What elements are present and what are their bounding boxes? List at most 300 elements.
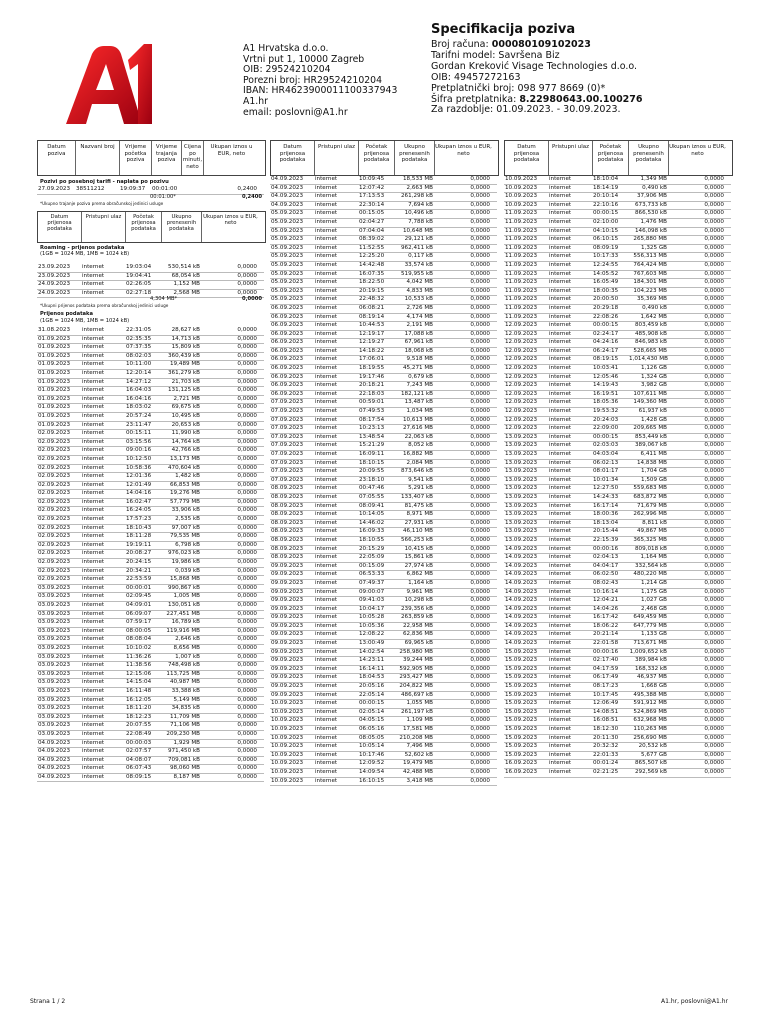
table-row (270, 417, 497, 426)
table-cell: internet (315, 691, 338, 698)
table-row (504, 391, 731, 400)
table-cell: 20:00:50 (593, 296, 619, 303)
table-cell: 07:49:53 (359, 408, 385, 415)
table-cell: 0,0000 (470, 579, 490, 586)
table-cell: internet (315, 674, 338, 681)
table-cell: 239,356 kB (401, 605, 433, 612)
table-cell: 13,173 MB (169, 455, 200, 462)
table-cell: 00:00:03 (126, 739, 152, 746)
table-cell: 0,0000 (704, 425, 724, 432)
table-row (37, 611, 264, 620)
table-cell: 0,0000 (470, 382, 490, 389)
table-cell: 02.09.2023 (38, 533, 71, 540)
special-tariff-title: Pozivi po posebnoj tarifi - naplata po pozivu (40, 179, 169, 185)
table-cell: 556,313 MB (633, 253, 667, 260)
table-cell: 262,996 MB (633, 511, 667, 518)
table-row (504, 253, 731, 262)
table-cell: 0,0000 (237, 352, 257, 359)
table-cell: 14,838 MB (636, 459, 667, 466)
table-cell: internet (549, 193, 572, 200)
table-cell: 01.09.2023 (38, 412, 71, 419)
table-cell: internet (315, 545, 338, 552)
table-cell: internet (549, 322, 572, 329)
table-cell: 12:15:06 (126, 670, 152, 677)
header1-col-4: Cijena po minuti, neto (182, 141, 204, 175)
table-cell: 1,152 MB (173, 281, 200, 288)
table-cell: 1,509 GB (641, 476, 667, 483)
table-row (37, 550, 264, 559)
table-cell: internet (82, 395, 105, 402)
table-cell: 12.09.2023 (505, 382, 538, 389)
table-row (504, 374, 731, 383)
account-number: Broj računa: 000080109102023 (431, 39, 591, 50)
table-cell: 261,197 kB (401, 708, 433, 715)
table-cell: 591,912 MB (633, 700, 667, 707)
table-cell: 03.09.2023 (38, 705, 71, 712)
table-cell: 07:59:17 (126, 619, 152, 626)
table-cell: 09:41:03 (359, 597, 385, 604)
table-cell: 0,0000 (237, 455, 257, 462)
table-cell: 0,0000 (237, 636, 257, 643)
table-cell: 12.09.2023 (505, 365, 538, 372)
table-cell: 10:11:00 (126, 361, 152, 368)
table-cell: 10.09.2023 (505, 201, 538, 208)
table-row (37, 465, 264, 474)
table-cell: 14.09.2023 (505, 562, 538, 569)
table-cell: 46,937 MB (636, 674, 667, 681)
table-cell: 649,459 MB (633, 614, 667, 621)
table-cell: 0,0000 (237, 610, 257, 617)
table-cell: internet (549, 493, 572, 500)
table-cell: 748,498 kB (168, 662, 200, 669)
table-row (270, 374, 497, 383)
table-cell: internet (315, 734, 338, 741)
table-row (504, 666, 731, 675)
table-cell: 524,869 MB (633, 708, 667, 715)
table-cell: 28,627 kB (171, 327, 200, 333)
table-cell: 8,811 kB (642, 519, 667, 526)
table-cell: 00:00:15 (593, 433, 619, 440)
table-cell: 08:17:23 (593, 683, 619, 690)
table-cell: 0,0000 (237, 327, 257, 333)
table-cell: 02.09.2023 (38, 559, 71, 566)
table-row (37, 456, 264, 465)
table-row (37, 327, 264, 336)
table-cell: 10.09.2023 (271, 777, 304, 784)
table-cell: 13.09.2023 (505, 528, 538, 535)
table-cell: 1,482 kB (175, 473, 200, 480)
table-cell: 16:09:11 (359, 451, 385, 457)
table-cell: 0,0000 (704, 201, 724, 208)
table-cell: internet (315, 700, 338, 707)
table-cell: 12:06:49 (593, 700, 619, 707)
table-cell: 0,0000 (470, 236, 490, 243)
table-cell: internet (82, 541, 105, 548)
table-cell: 0,0000 (237, 421, 257, 428)
table-row (504, 554, 731, 563)
table-cell: 14,764 kB (171, 438, 200, 445)
table-row (270, 743, 497, 752)
table-cell: internet (82, 593, 105, 600)
table-cell: 11.09.2023 (505, 236, 538, 243)
table-cell: 00:59:01 (359, 399, 385, 406)
table-cell: internet (82, 352, 105, 359)
table-cell: 10:58:36 (126, 464, 152, 471)
subheader-col-1: Pristupni ulaz (82, 212, 126, 242)
table-row (504, 571, 731, 580)
table-cell: 03.09.2023 (38, 730, 71, 737)
table-cell: internet (315, 708, 338, 715)
table-cell: 14.09.2023 (505, 554, 538, 561)
table-cell: 19,276 MB (169, 490, 200, 497)
table-cell: 0,0000 (704, 511, 724, 518)
table-cell: 08.09.2023 (271, 502, 304, 509)
table-cell: 31.08.2023 (38, 327, 71, 333)
table-row (504, 408, 731, 417)
table-cell: internet (315, 253, 338, 260)
table-cell: 10.09.2023 (271, 726, 304, 732)
table-row (270, 296, 497, 305)
table-cell: 0,0000 (470, 270, 490, 277)
table-cell: 05.09.2023 (271, 261, 304, 268)
table-cell: 292,569 kB (635, 768, 667, 775)
table-cell: 04.09.2023 (271, 193, 304, 200)
roaming-total-volume: 4,304 MB* (150, 296, 178, 302)
table-cell: 0,0000 (470, 674, 490, 681)
table-cell: 00:00:16 (593, 545, 619, 552)
table-cell: 632,968 MB (633, 717, 667, 724)
table-cell: 13:00:49 (359, 640, 385, 647)
table-cell: 0,0000 (470, 347, 490, 354)
table-row (270, 580, 497, 589)
table-cell: 16:11:48 (126, 687, 152, 694)
table-cell: internet (82, 722, 105, 729)
table-row (504, 296, 731, 305)
table-row (504, 348, 731, 357)
table-cell: 06:10:15 (593, 236, 619, 243)
table-cell: 5,149 MB (173, 696, 200, 703)
table-cell: 0,0000 (470, 683, 490, 690)
table-cell: 0,0000 (704, 597, 724, 604)
table-cell: 98,060 MB (169, 765, 200, 772)
table-cell: 12.09.2023 (505, 399, 538, 406)
table-cell: 06:17:49 (593, 674, 619, 681)
table-row (270, 571, 497, 580)
table-cell: 17:57:23 (126, 516, 152, 523)
table-cell: 02:09:45 (126, 593, 152, 600)
table-cell: 04:24:16 (593, 339, 619, 346)
table-row (270, 210, 497, 219)
table-cell: 14:04:26 (593, 605, 619, 612)
table-cell: 0,0000 (470, 218, 490, 225)
table-cell: 0,0000 (470, 648, 490, 655)
table-cell: 990,867 kB (168, 584, 200, 591)
table-cell: 20:15:44 (593, 528, 619, 535)
table-cell: 0,0000 (237, 748, 257, 755)
table-row (37, 281, 264, 290)
data-unit: (1GB = 1024 MB, 1MB = 1024 kB) (40, 318, 130, 324)
table-row (37, 774, 264, 783)
table-cell: 17:13:53 (359, 193, 385, 200)
table-cell: 0,0000 (470, 700, 490, 707)
table-cell: 04.09.2023 (38, 756, 71, 763)
table-cell: 0,0000 (704, 605, 724, 612)
table-cell: internet (549, 734, 572, 741)
table-cell: internet (82, 662, 105, 669)
table-cell: 0,0000 (237, 264, 257, 270)
table-row (270, 735, 497, 744)
table-cell: internet (82, 739, 105, 746)
table-cell: 149,360 MB (633, 399, 667, 406)
table-cell: 0,0000 (470, 717, 490, 724)
table-row (504, 674, 731, 683)
table-cell: internet (315, 365, 338, 372)
table-cell: 00:00:01 (126, 584, 152, 591)
table-cell: 79,535 MB (169, 533, 200, 540)
table-cell: internet (82, 498, 105, 505)
table-cell: internet (82, 516, 105, 523)
table-row (37, 559, 264, 568)
table-cell: internet (315, 270, 338, 277)
table-cell: 0,0000 (237, 722, 257, 729)
tariff-model: Tarifni model: Savršena Biz (431, 49, 560, 61)
table-cell: 1,324 GB (641, 373, 667, 380)
table-cell: 0,0000 (237, 653, 257, 660)
table-cell: 33,388 kB (171, 687, 200, 694)
table-cell: 03.09.2023 (38, 722, 71, 729)
table-cell: 09.09.2023 (271, 622, 304, 629)
table-cell: internet (549, 717, 572, 724)
table-cell: internet (315, 451, 338, 457)
table-row (504, 434, 731, 443)
table-cell: internet (82, 602, 105, 608)
table-cell: 0,0000 (237, 507, 257, 514)
table-cell: internet (549, 261, 572, 268)
table-cell: 1,164 kB (408, 579, 433, 586)
table-cell: 06.09.2023 (271, 347, 304, 354)
table-cell: internet (315, 304, 338, 311)
table-cell: 0,0000 (704, 683, 724, 690)
table-cell: internet (82, 765, 105, 772)
table-cell: internet (549, 365, 572, 372)
header3-col-0: Datum prijenosa podataka (505, 141, 549, 175)
table-cell: 0,0000 (704, 468, 724, 475)
table-cell: 0,0000 (470, 201, 490, 208)
table-cell: 0,0000 (237, 662, 257, 669)
subscriber-number: Pretplatnički broj: 098 977 8669 (0)* (431, 82, 606, 94)
table-cell: 1,009,652 kB (629, 648, 667, 655)
table-cell: 9,541 kB (408, 476, 433, 483)
table-cell: 12:19:17 (359, 330, 385, 337)
table-cell: internet (549, 451, 572, 457)
table-cell: 0,0000 (704, 502, 724, 509)
table-cell: 14:04:16 (126, 490, 152, 497)
table-cell: internet (82, 281, 105, 288)
table-cell: 0,0000 (470, 519, 490, 526)
table-cell: 0,0000 (470, 468, 490, 475)
table-cell: internet (549, 614, 572, 621)
table-row (37, 662, 264, 671)
table-cell: 0,0000 (470, 614, 490, 621)
table-cell: 06:05:16 (359, 726, 385, 732)
table-cell: 09.09.2023 (271, 631, 304, 638)
table-cell: 01.09.2023 (38, 361, 71, 368)
table-cell: 18:22:50 (359, 279, 385, 286)
table-row (270, 778, 497, 787)
table-cell: 0,0000 (470, 545, 490, 552)
table-cell: 22:05:14 (359, 691, 385, 698)
table-cell: 0,0000 (704, 296, 724, 303)
table-cell: internet (82, 773, 105, 780)
table-cell: internet (549, 571, 572, 578)
table-cell: 0,0000 (704, 176, 724, 182)
table-row (270, 176, 497, 185)
table-cell: 16,882 MB (402, 451, 433, 457)
table-cell: internet (315, 416, 338, 423)
special-tariff-note: *Ukupno trajanje poziva prema obračunskoj jedinici usluge (40, 201, 164, 206)
table-cell: 13.09.2023 (505, 451, 538, 457)
table-cell: 19,986 kB (171, 559, 200, 566)
table-row (270, 219, 497, 228)
table-row (270, 511, 497, 520)
table-cell: internet (549, 218, 572, 225)
table-row (270, 752, 497, 761)
table-cell: 0,0000 (237, 644, 257, 651)
table-cell: 10.09.2023 (271, 708, 304, 715)
table-row (504, 649, 731, 658)
table-cell: 7,788 kB (408, 218, 433, 225)
table-cell: internet (82, 361, 105, 368)
table-cell: 2,726 MB (406, 304, 433, 311)
table-cell: 00:00:15 (359, 700, 385, 707)
table-cell: 0,0000 (704, 287, 724, 294)
table-row (37, 654, 264, 663)
table-cell: 22:15:39 (593, 536, 619, 543)
customer-oib: OIB: 49457272163 (431, 71, 521, 83)
table-row (504, 271, 731, 280)
table-cell: 495,388 MB (633, 691, 667, 698)
table-cell: 0,0000 (237, 430, 257, 437)
table-row (504, 769, 731, 778)
table-cell: 20:57:24 (126, 412, 152, 419)
table-cell: 15.09.2023 (505, 683, 538, 690)
table-cell: 846,983 kB (635, 339, 667, 346)
table-cell: 08.09.2023 (271, 511, 304, 518)
table-row (37, 447, 264, 456)
table-cell: 0,0000 (470, 511, 490, 518)
table-cell: 16:24:05 (126, 507, 152, 514)
table-cell: internet (549, 665, 572, 672)
table-cell: 16.09.2023 (505, 768, 538, 775)
table-cell: internet (82, 289, 105, 296)
table-cell: 3,982 GB (641, 382, 667, 389)
table-cell: 07.09.2023 (271, 459, 304, 466)
table-cell: 01.09.2023 (38, 395, 71, 402)
table-cell: internet (549, 390, 572, 397)
table-cell: 12:01:49 (126, 481, 152, 488)
table-cell: 09.09.2023 (271, 665, 304, 672)
table-cell: 20:29:18 (593, 304, 619, 311)
table-cell: internet (315, 777, 338, 784)
table-cell: internet (549, 433, 572, 440)
table-cell: 02:10:00 (593, 218, 619, 225)
table-cell: 0,0000 (704, 356, 724, 363)
table-cell: internet (82, 619, 105, 626)
table-cell: 2,191 MB (406, 322, 433, 329)
table-cell: 873,646 kB (401, 468, 433, 475)
table-cell: 18:13:04 (593, 519, 619, 526)
table-cell: 66,853 MB (169, 481, 200, 488)
table-cell: internet (549, 184, 572, 191)
table-cell: 02.09.2023 (38, 541, 71, 548)
table-cell: 20:34:21 (126, 567, 152, 574)
table-row (270, 262, 497, 271)
table-row (37, 404, 264, 413)
table-cell: 0,0000 (704, 322, 724, 329)
table-cell: 0,0000 (704, 545, 724, 552)
table-cell: internet (82, 335, 105, 342)
table-cell: 0,0000 (470, 751, 490, 758)
table-cell: 08:08:04 (126, 636, 152, 643)
table-cell: 0,0000 (704, 210, 724, 217)
table-cell: 04.09.2023 (271, 176, 304, 182)
table-cell: 261,298 kB (401, 193, 433, 200)
table-cell: 02.09.2023 (38, 550, 71, 557)
table-cell: internet (315, 433, 338, 440)
table-row (37, 473, 264, 482)
table-cell: 10,298 kB (404, 597, 433, 604)
table-cell: 0,0000 (704, 313, 724, 320)
table-cell: 0,0000 (704, 244, 724, 251)
table-cell: 02.09.2023 (38, 438, 71, 445)
table-cell: internet (82, 550, 105, 557)
table-cell: 0,0000 (704, 657, 724, 664)
table-cell: 0,0000 (237, 670, 257, 677)
table-row (37, 387, 264, 396)
table-cell: 0,0000 (470, 588, 490, 595)
table-row (504, 365, 731, 374)
table-cell: internet (315, 201, 338, 208)
table-row (270, 322, 497, 331)
table-row (37, 273, 264, 282)
table-cell: 34,835 kB (171, 705, 200, 712)
table-cell: 6,798 kB (175, 541, 200, 548)
table-cell: internet (549, 657, 572, 664)
table-cell: 15.09.2023 (505, 726, 538, 732)
table-cell: 0,2400 (237, 186, 257, 192)
table-row (37, 705, 264, 714)
table-row (37, 688, 264, 697)
table-cell: 02.09.2023 (38, 498, 71, 505)
table-cell: 13.09.2023 (505, 493, 538, 500)
table-cell: internet (315, 193, 338, 200)
table-row (270, 391, 497, 400)
table-cell: internet (82, 610, 105, 617)
table-cell: 1,325 GB (641, 244, 667, 251)
table-cell: 1,929 MB (173, 739, 200, 746)
table-cell: 19:04:41 (126, 272, 152, 279)
table-cell: internet (82, 473, 105, 480)
roaming-title: Roaming - prijenos podataka (40, 245, 125, 251)
table-cell: 12:09:52 (359, 760, 385, 767)
table-cell: 39,244 MB (402, 657, 433, 664)
table-cell: 0,0000 (237, 627, 257, 634)
table-cell: 20:08:27 (126, 550, 152, 557)
table-cell: 0,0000 (704, 236, 724, 243)
header3-col-3: Ukupno prenesenih podataka (629, 141, 669, 175)
table-row (504, 709, 731, 718)
table-cell: 0,0000 (704, 536, 724, 543)
